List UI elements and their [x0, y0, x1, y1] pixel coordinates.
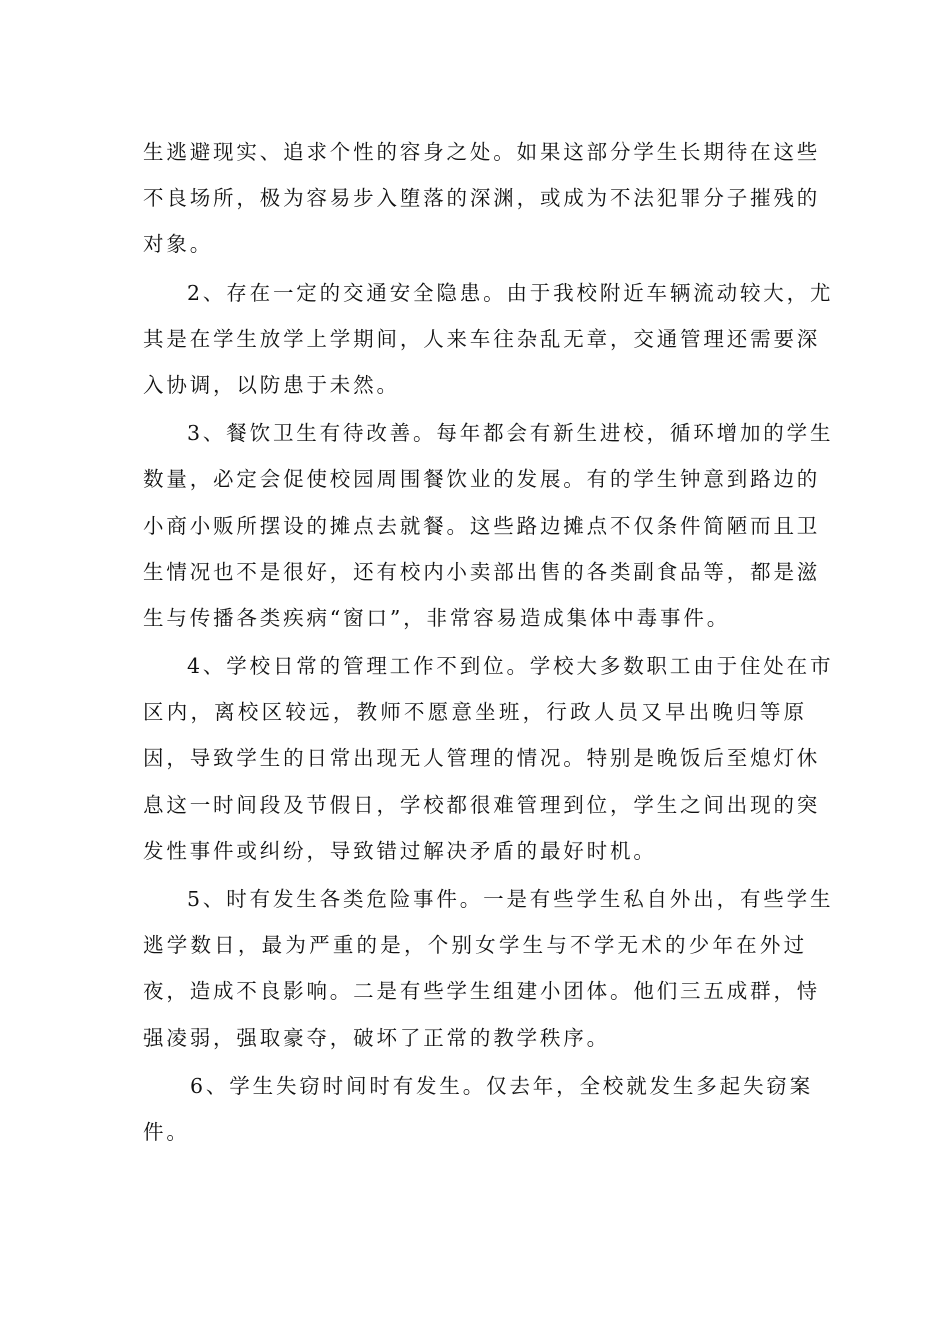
text-line: 入协调，以防患于未然。 [143, 372, 400, 397]
text-line: 区内，离校区较远，教师不愿意坐班，行政人员又早出晚归等原 [143, 700, 807, 725]
paragraph-2-start: 2、存在一定的交通安全隐患。由于我校附近车辆流动较大，尤 [187, 280, 834, 305]
text-line: 件。 [143, 1119, 190, 1144]
text-line: 生情况也不是很好，还有校内小卖部出售的各类副食品等，都是滋 [143, 559, 821, 584]
text-line: 生与传播各类疾病“窗口”，非常容易造成集体中毒事件。 [143, 605, 731, 630]
paragraph-5-start: 5、时有发生各类危险事件。一是有些学生私自外出，有些学生 [187, 887, 834, 911]
text-line: 夜，造成不良影响。二是有些学生组建小团体。他们三五成群，恃 [143, 979, 821, 1004]
text-line: 强凌弱，强取豪夺，破坏了正常的教学秩序。 [143, 1025, 610, 1050]
document-body [143, 129, 834, 1155]
paragraph-6-start: 6、学生失窃时间时有发生。仅去年，全校就发生多起失窃案 [190, 1073, 813, 1098]
text-line: 逃学数日，最为严重的是，个别女学生与不学无术的少年在外过 [143, 933, 807, 958]
text-line: 数量，必定会促使校园周围餐饮业的发展。有的学生钟意到路边的 [143, 467, 821, 492]
paragraph-3-start: 3、餐饮卫生有待改善。每年都会有新生进校，循环增加的学生 [187, 421, 834, 446]
text-line: 因，导致学生的日常出现无人管理的情况。特别是晚饭后至熄灯休 [143, 746, 821, 771]
text-line: 对象。 [143, 232, 214, 257]
text-line: 生逃避现实、追求个性的容身之处。如果这部分学生长期待在这些 [143, 140, 821, 164]
text-line: 不良场所，极为容易步入堕落的深渊，或成为不法犯罪分子摧残的 [143, 186, 821, 211]
text-line: 发性事件或纠纷，导致错过解决矛盾的最好时机。 [143, 838, 657, 863]
text-line: 息这一时间段及节假日，学校都很难管理到位，学生之间出现的突 [143, 792, 821, 817]
text-line: 小商小贩所摆设的摊点去就餐。这些路边摊点不仅条件简陋而且卫 [143, 513, 821, 538]
text-line: 其是在学生放学上学期间，人来车往杂乱无章，交通管理还需要深 [143, 326, 821, 351]
paragraph-4-start: 4、学校日常的管理工作不到位。学校大多数职工由于住处在市 [187, 654, 834, 679]
